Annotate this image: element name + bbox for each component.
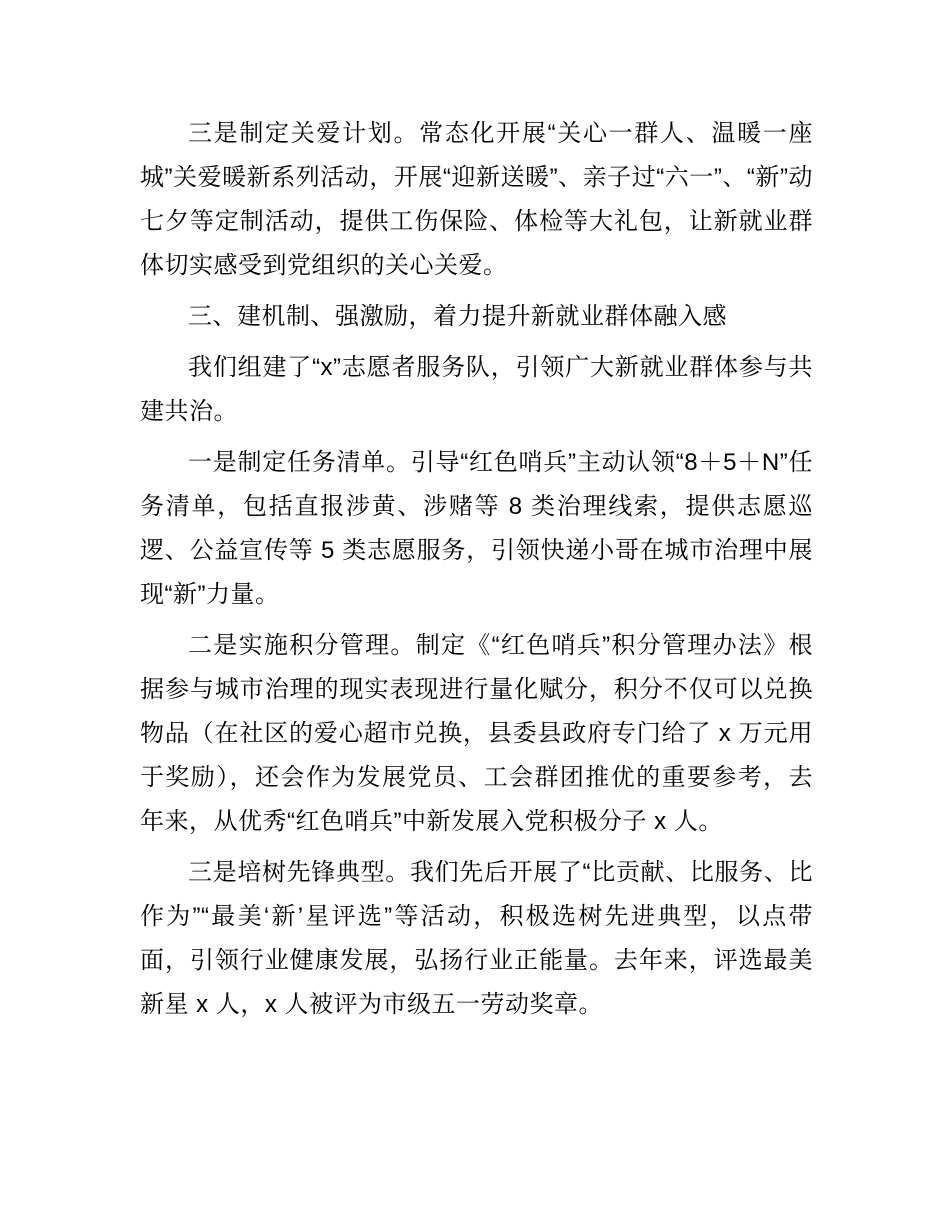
paragraph: 三是培树先锋典型。我们先后开展了“比贡献、比服务、比作为”“最美‘新’星评选”等活动，积极选树先进典型，以点带面，引领行业健康发展，弘扬行业正能量。去年来，评选最美新星 x 人，x 人被评为市级五一劳动奖章。	[140, 859, 813, 1018]
paragraph: 三是制定关爱计划。常态化开展“关心一群人、温暖一座城”关爱暖新系列活动，开展“迎新送暖”、亲子过“六一”、“新”动七夕等定制活动，提供工伤保险、体检等大礼包，让新就业群体切实感受到党组织的关心关爱。	[140, 120, 813, 279]
paragraph: 一是制定任务清单。引导“红色哨兵”主动认领“8＋5＋N”任务清单，包括直报涉黄、涉赌等 8 类治理线索，提供志愿巡逻、公益宣传等 5 类志愿服务，引领快递小哥在城市治理中展现“新”力量。	[140, 449, 813, 608]
section-heading: 三、建机制、强激励，着力提升新就业群体融入感	[188, 303, 727, 330]
paragraph: 我们组建了“x”志愿者服务队，引领广大新就业群体参与共建共治。	[140, 354, 813, 425]
paragraph: 二是实施积分管理。制定《“红色哨兵”积分管理办法》根据参与城市治理的现实表现进行量化赋分，积分不仅可以兑换物品（在社区的爱心超市兑换，县委县政府专门给了 x 万元用于奖励），还会作为发展党员、工会群团推优的重要参考，去年来，从优秀“红色哨兵”中新发展入党积极分子 x 人。	[140, 632, 813, 835]
